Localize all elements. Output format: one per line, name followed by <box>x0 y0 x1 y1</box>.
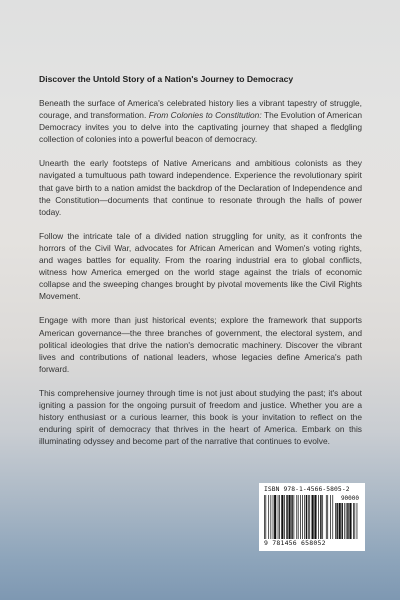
barcode-bar <box>344 503 345 539</box>
addon-barcode-bars <box>335 503 359 539</box>
barcode-bar <box>335 503 336 539</box>
barcode-bar <box>312 495 314 539</box>
barcode-bar <box>294 495 295 539</box>
barcode-bar <box>308 495 309 539</box>
barcode-bar <box>264 495 265 539</box>
isbn-label: ISBN 978-1-4566-5805-2 <box>264 486 350 493</box>
blurb-paragraph-2: Unearth the early footsteps of Native Americans and ambitious colonists as they navigated a tumultuous path toward independence. Experience the revolutionary spirit that gave birth to a nation amidst the backdrop of the Declaration of Independence and the Constitution—documents that continue to resonate through the halls of power today. <box>39 158 362 217</box>
barcode-bar <box>353 503 354 539</box>
isbn-barcode <box>259 483 365 551</box>
barcode-bar <box>281 495 283 539</box>
barcode-bar <box>320 495 321 539</box>
blurb-paragraph-1 <box>39 97 362 145</box>
barcode-bar <box>339 503 341 539</box>
price-code: 90000 <box>340 495 359 502</box>
barcode-bar <box>270 495 271 539</box>
barcode-bar <box>286 495 287 539</box>
barcode-bars <box>264 495 334 539</box>
barcode-bar <box>318 495 319 539</box>
barcode-bar <box>336 503 337 539</box>
barcode-bar <box>273 495 274 539</box>
barcode-bar <box>346 503 347 539</box>
barcode-bar <box>347 503 348 539</box>
barcode-bar <box>326 495 327 539</box>
barcode-bar <box>306 495 307 539</box>
blurb-paragraph-3: Follow the intricate tale of a divided nation struggling for unity, as it confronts the horrors of the Civil War, advocates for African American and Women's voting rights, and wages battles for equality. From the roaring industrial era to global conflicts, witness how America emerged on the world stage against the trials of economic collapse and the sweeping changes brought by pivotal movements like the Civil Rights Movement. <box>39 230 362 302</box>
blurb-text <box>39 73 362 459</box>
barcode-bar <box>300 495 301 539</box>
barcode-bar <box>284 495 285 539</box>
barcode-bar <box>357 503 358 539</box>
barcode-bar <box>309 495 310 539</box>
barcode-bar <box>322 495 323 539</box>
blurb-heading: Discover the Untold Story of a Nation's Journey to Democracy <box>39 74 294 84</box>
barcode-bar <box>302 495 303 539</box>
barcode-bar <box>349 503 351 539</box>
barcode-bar <box>354 503 355 539</box>
barcode-bar <box>274 495 276 539</box>
barcode-bar <box>296 495 297 539</box>
barcode-bar <box>265 495 266 539</box>
barcode-bar <box>268 495 269 539</box>
barcode-bar <box>291 495 292 539</box>
barcode-bar <box>327 495 328 539</box>
barcode-bar <box>298 495 299 539</box>
barcode-bar <box>304 495 305 539</box>
barcode-bar <box>332 495 333 539</box>
barcode-bar <box>288 495 290 539</box>
barcode-bar <box>278 495 279 539</box>
p1-start: Beneath the surface of America's celebrated history lies a vibrant tapestry of struggle, courage, and transformation. <box>39 98 362 121</box>
barcode-bar <box>314 495 316 539</box>
p1-end: The Evolution of American Democracy invites you to delve into the captivating journey that shaped a fledgling collection of colonies into a powerful beacon of democracy. <box>39 110 363 145</box>
barcode-bar <box>341 503 342 539</box>
barcode-bar <box>279 495 280 539</box>
blurb-paragraph-5: This comprehensive journey through time is not just about studying the past; it's about igniting a passion for the ongoing pursuit of freedom and justice. Whether you are a history enthusiast or a curious learner, this book is your invitation to reflect on the enduring spirit of democracy that thrives in the heart of America. Embark on this illuminating odyssey and become part of the narrative that continues to evolve. <box>39 387 362 447</box>
barcode-digits: 9 781456 658052 <box>264 539 326 547</box>
book-title-italic: From Colonies to Constitution: <box>148 110 262 121</box>
blurb-paragraph-4: Engage with more than just historical events; explore the framework that supports American governance—the three branches of government, the electoral system, and political ideologies that drive the nation's democratic machinery. Discover the vibrant lives and contributions of national leaders, whose legacies define America's path forward. <box>39 315 362 374</box>
barcode-bar <box>330 495 331 539</box>
